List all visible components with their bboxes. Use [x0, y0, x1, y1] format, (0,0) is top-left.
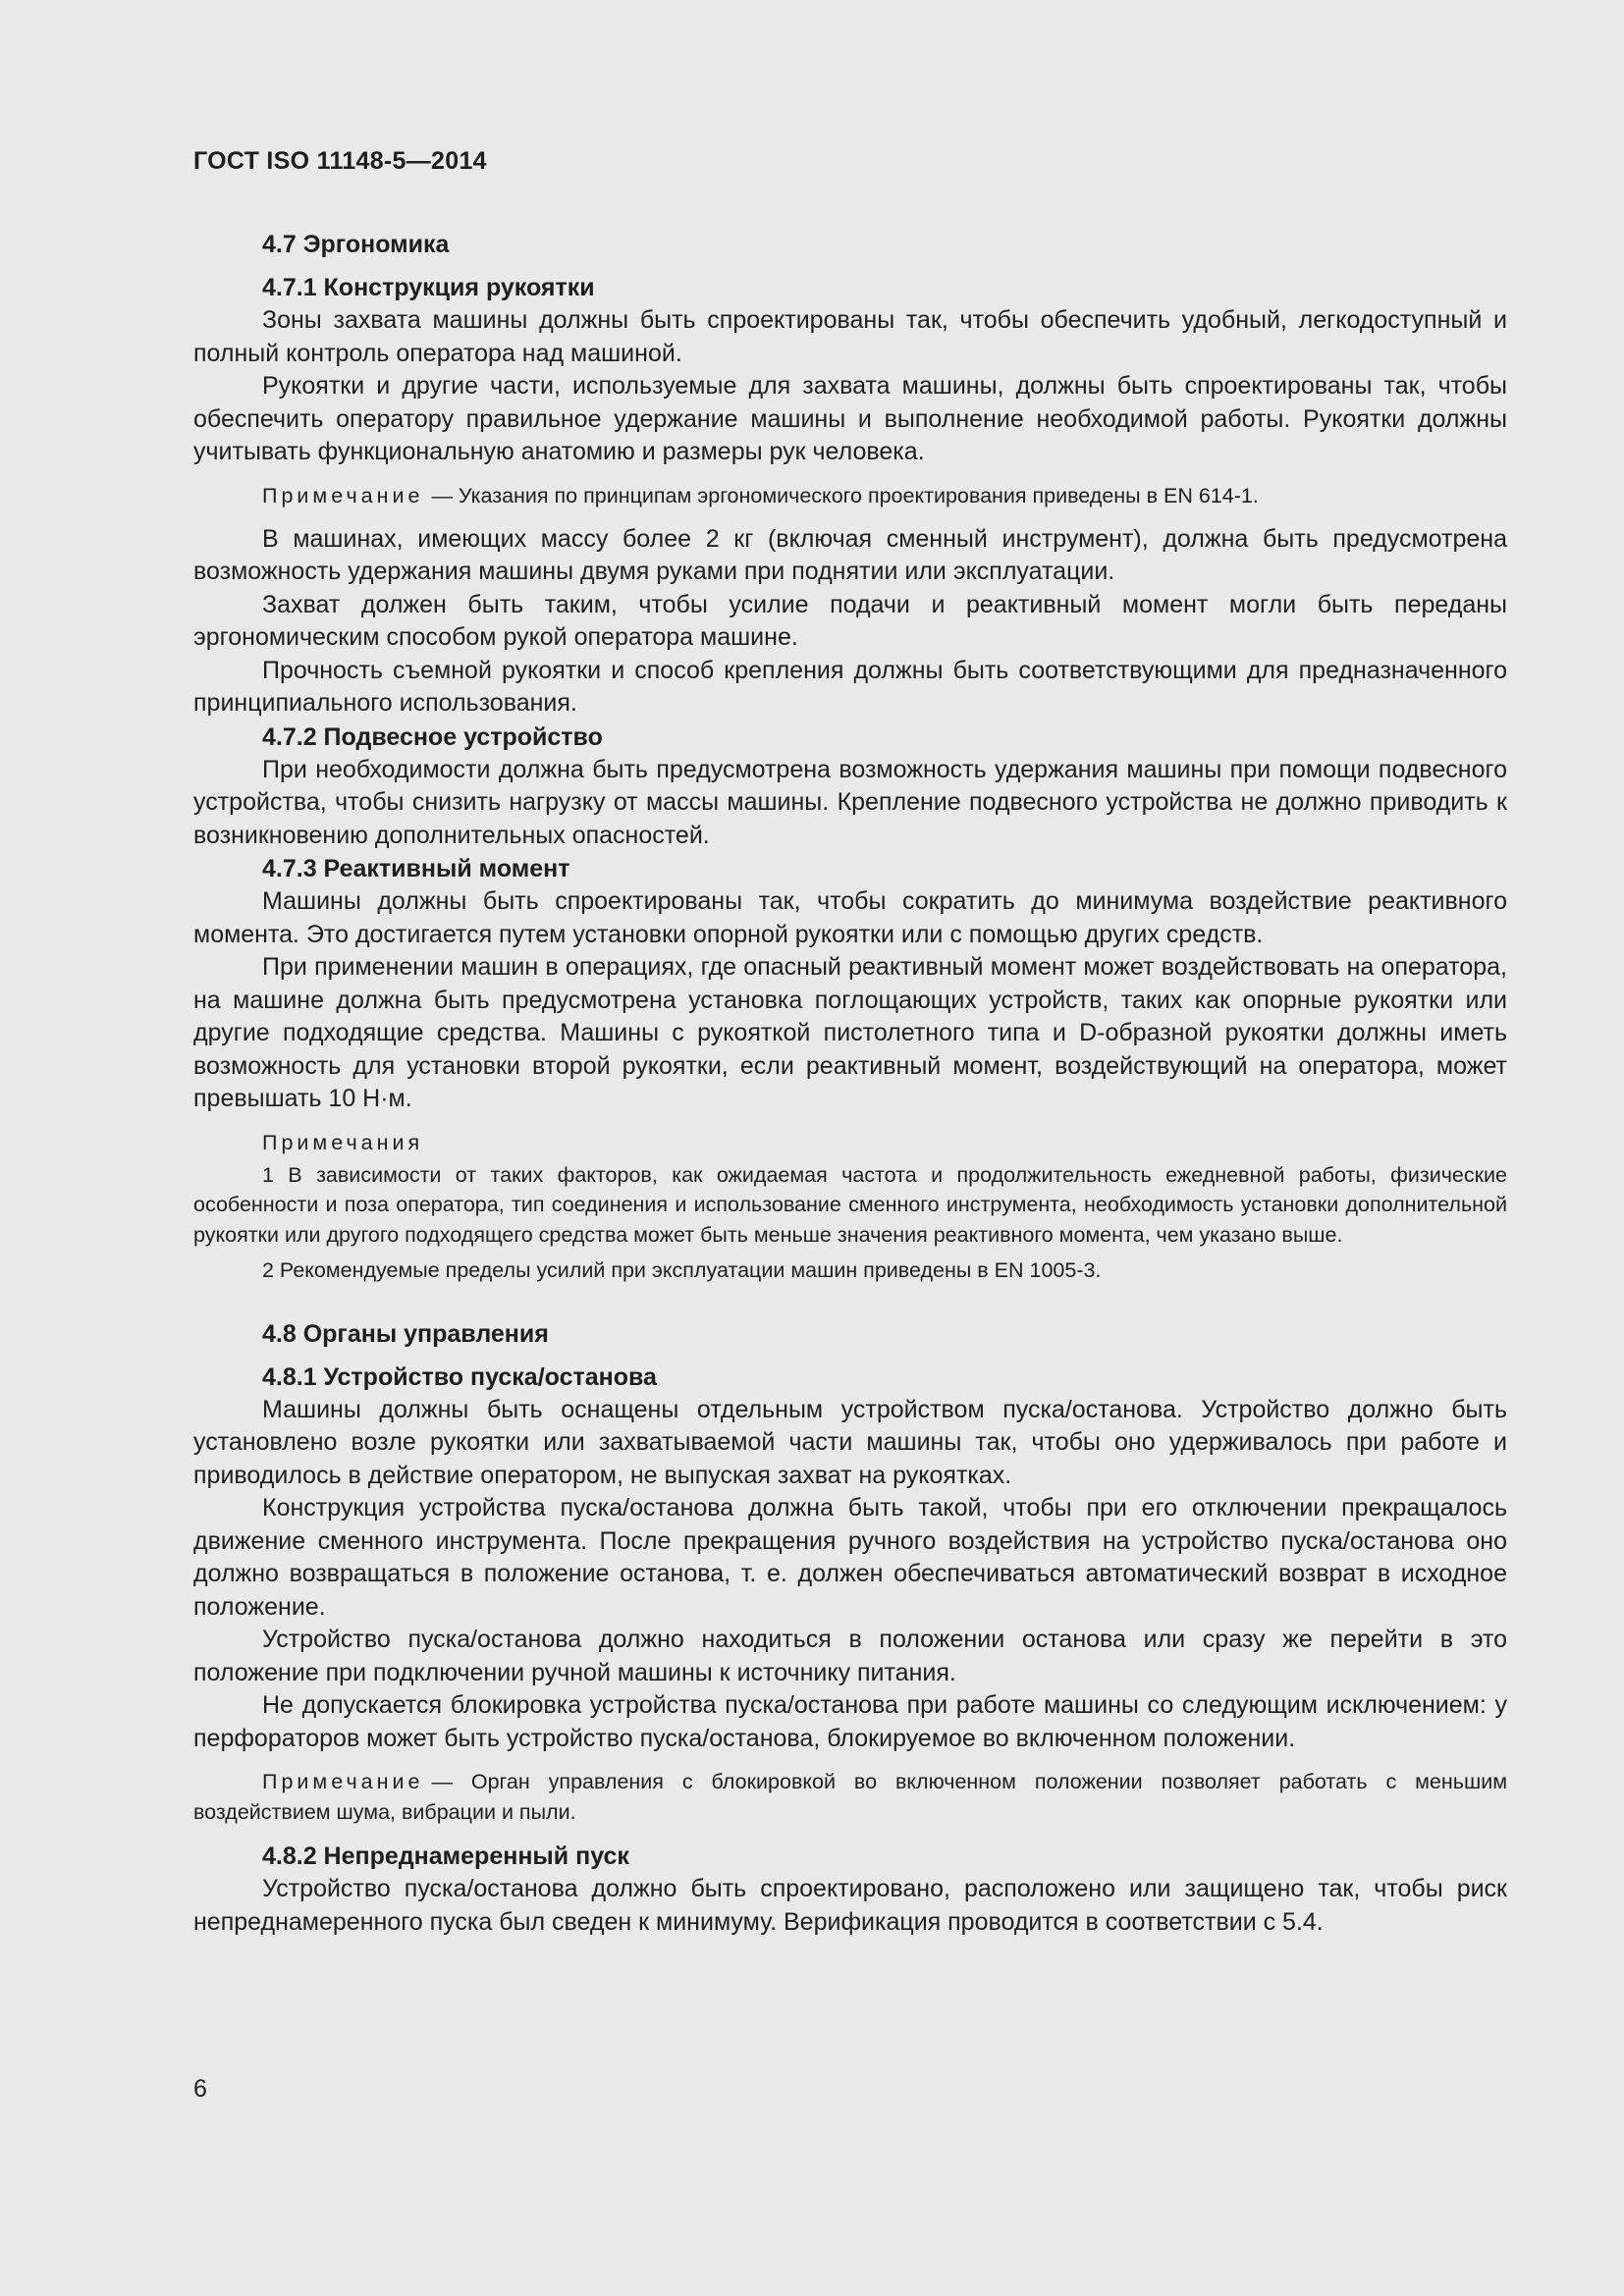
notes-label: Примечания — [262, 1130, 424, 1154]
paragraph: В машинах, имеющих массу более 2 кг (включая сменный инструмент), должна быть предусмотрена возможность удержания машины двумя руками при поднятии или эксплуатации. — [193, 524, 1507, 585]
paragraph: Машины должны быть спроектированы так, чтобы сократить до минимума воздействие реактивного момента. Это достигается путем установки опорной рукоятки или с помощью других средств. — [193, 887, 1507, 948]
note — [193, 481, 1507, 511]
subsection-heading-4-7-1: 4.7.1 Конструкция рукоятки — [262, 274, 595, 301]
subsection-heading-4-7-3: 4.7.3 Реактивный момент — [262, 855, 570, 882]
paragraph: Не допускается блокировка устройства пуска/останова при работе машины со следующим исключением: у перфораторов может быть устройство пуска/останова, блокируемое во включенном положении. — [193, 1691, 1507, 1752]
paragraph: Зоны захвата машины должны быть спроектированы так, чтобы обеспечить удобный, легкодоступный и полный контроль оператора над машиной. — [193, 306, 1507, 367]
paragraph: Рукоятки и другие части, используемые для захвата машины, должны быть спроектированы так, чтобы обеспечить оператору правильное удержание машины и выполнение необходимой работы. Рукоятки должны учитывать функциональную анатомию и размеры рук человека. — [193, 372, 1507, 465]
note-label: Примечание — [262, 483, 424, 507]
page-number: 6 — [193, 2075, 207, 2103]
paragraph: При применении машин в операциях, где опасный реактивный момент может воздействовать на оператора, на машине должна быть предусмотрена установка поглощающих устройств, таких как опорные рукоятки или другие подходящие средства. Машины с рукояткой пистолетного типа и D-образной рукоятки должны иметь возможность для установки второй рукоятки, если реактивный момент, воздействующий на оператора, может превышать 10 Н·м. — [193, 953, 1507, 1112]
paragraph: Машины должны быть оснащены отдельным устройством пуска/останова. Устройство должно быть установлено возле рукоятки или захватываемой части машины так, чтобы оно удерживалось при работе и приводилось в действие оператором, не выпуская захват на рукоятках. — [193, 1395, 1507, 1489]
note-item: 1 В зависимости от таких факторов, как ожидаемая частота и продолжительность ежедневной работы, физические особенности и поза оператора, тип соединения и использование сменного инструмента, необходимость установки дополнительной рукоятки или другого подходящего средства может быть меньше значения реактивного момента, чем указано выше. — [193, 1162, 1507, 1247]
section-heading-4-7: 4.7 Эргономика — [262, 231, 450, 258]
note-item: 2 Рекомендуемые пределы усилий при эксплуатации машин приведены в EN 1005-3. — [262, 1258, 1102, 1282]
paragraph: Прочность съемной рукоятки и способ крепления должны быть соответствующими для предназначенного принципиального использования. — [193, 656, 1507, 717]
note-text: — Орган управления с блокировкой во включенном положении позволяет работать с меньшим воздействием шума, вибрации и пыли. — [193, 1770, 1507, 1824]
subsection-heading-4-8-2: 4.8.2 Непреднамеренный пуск — [262, 1842, 629, 1870]
paragraph: Конструкция устройства пуска/останова должна быть такой, чтобы при его отключении прекращалось движение сменного инструмента. После прекращения ручного воздействия на устройство пуска/останова оно должно возвращаться в положение останова, т. е. должен обеспечиваться автоматический возврат в исходное положение. — [193, 1494, 1507, 1621]
section-heading-4-8: 4.8 Органы управления — [262, 1319, 549, 1348]
note-text: — Указания по принципам эргономического проектирования приведены в EN 614-1. — [431, 483, 1259, 507]
subsection-heading-4-8-1: 4.8.1 Устройство пуска/останова — [262, 1362, 657, 1391]
note-label: Примечание — [262, 1770, 424, 1793]
paragraph: Захват должен быть таким, чтобы усилие подачи и реактивный момент могли быть переданы эргономическим способом рукой оператора машине. — [193, 590, 1507, 651]
paragraph: Устройство пуска/останова должно быть спроектировано, расположено или защищено так, чтобы риск непреднамеренного пуска был сведен к минимуму. Верификация проводится в соответствии с 5.4. — [193, 1875, 1507, 1936]
paragraph: При необходимости должна быть предусмотрена возможность удержания машины при помощи подвесного устройства, чтобы снизить нагрузку от массы машины. Крепление подвесного устройства не должно приводить к возникновению дополнительных опасностей. — [193, 755, 1507, 849]
document-body — [193, 224, 1507, 1939]
note — [193, 1767, 1507, 1828]
subsection-heading-4-7-2: 4.7.2 Подвесное устройство — [262, 722, 603, 751]
document-header: ГОСТ ISO 11148-5—2014 — [193, 147, 487, 175]
paragraph: Устройство пуска/останова должно находиться в положении останова или сразу же перейти в это положение при подключении ручной машины к источнику питания. — [193, 1626, 1507, 1686]
